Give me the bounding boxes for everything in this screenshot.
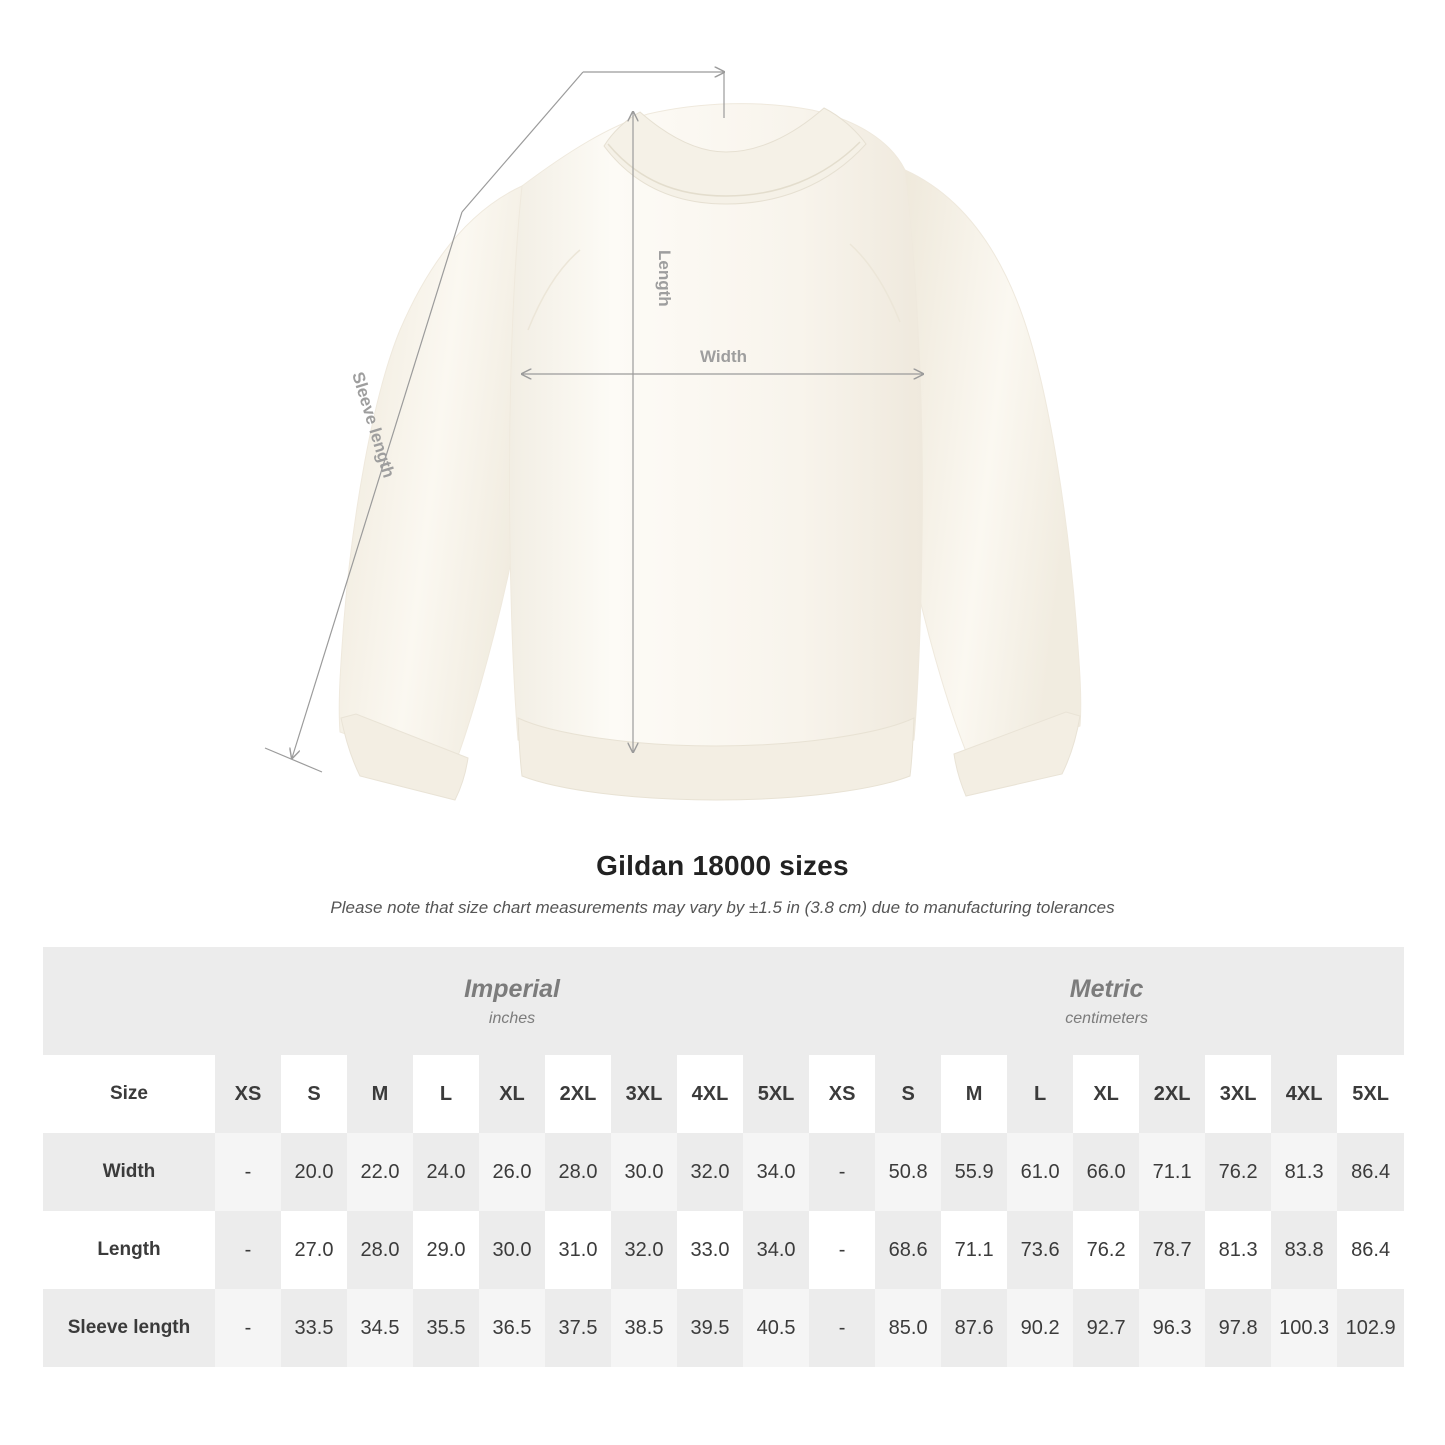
cell-length-metric-s: 68.6 bbox=[875, 1211, 941, 1289]
cell-width-metric-4xl: 81.3 bbox=[1271, 1133, 1337, 1211]
cell-length-metric-xl: 76.2 bbox=[1073, 1211, 1139, 1289]
col-header-imperial-m: M bbox=[347, 1055, 413, 1133]
col-header-imperial-xs: XS bbox=[215, 1055, 281, 1133]
cell-length-imperial-5xl: 34.0 bbox=[743, 1211, 809, 1289]
col-header-imperial-3xl: 3XL bbox=[611, 1055, 677, 1133]
unit-header-row bbox=[43, 947, 1404, 1055]
cell-sleeve-imperial-3xl: 38.5 bbox=[611, 1289, 677, 1367]
table-row-width bbox=[43, 1133, 1404, 1211]
col-header-metric-m: M bbox=[941, 1055, 1007, 1133]
cell-sleeve-metric-5xl: 102.9 bbox=[1337, 1289, 1404, 1367]
cell-length-imperial-3xl: 32.0 bbox=[611, 1211, 677, 1289]
cell-width-metric-5xl: 86.4 bbox=[1337, 1133, 1404, 1211]
cell-width-metric-s: 50.8 bbox=[875, 1133, 941, 1211]
cell-sleeve-imperial-5xl: 40.5 bbox=[743, 1289, 809, 1367]
col-header-imperial-4xl: 4XL bbox=[677, 1055, 743, 1133]
col-header-imperial-s: S bbox=[281, 1055, 347, 1133]
cell-sleeve-metric-m: 87.6 bbox=[941, 1289, 1007, 1367]
unit-header-imperial bbox=[215, 947, 809, 1055]
col-header-metric-s: S bbox=[875, 1055, 941, 1133]
size-table-wrapper bbox=[43, 947, 1402, 1367]
unit-sub-metric: centimeters bbox=[1065, 1009, 1148, 1027]
cell-length-imperial-2xl: 31.0 bbox=[545, 1211, 611, 1289]
cell-length-imperial-xs: - bbox=[215, 1211, 281, 1289]
cell-width-metric-2xl: 71.1 bbox=[1139, 1133, 1205, 1211]
cell-width-metric-m: 55.9 bbox=[941, 1133, 1007, 1211]
cell-length-imperial-m: 28.0 bbox=[347, 1211, 413, 1289]
col-header-metric-l: L bbox=[1007, 1055, 1073, 1133]
cell-sleeve-imperial-2xl: 37.5 bbox=[545, 1289, 611, 1367]
unit-sub-imperial: inches bbox=[488, 1009, 536, 1027]
unit-name-imperial: Imperial bbox=[464, 974, 560, 1003]
cell-width-imperial-xl: 26.0 bbox=[479, 1133, 545, 1211]
cell-width-metric-l: 61.0 bbox=[1007, 1133, 1073, 1211]
header-size: Size bbox=[43, 1055, 215, 1133]
cell-width-imperial-xs: - bbox=[215, 1133, 281, 1211]
cell-length-imperial-4xl: 33.0 bbox=[677, 1211, 743, 1289]
cell-length-imperial-xl: 30.0 bbox=[479, 1211, 545, 1289]
cell-sleeve-imperial-xs: - bbox=[215, 1289, 281, 1367]
cell-width-metric-3xl: 76.2 bbox=[1205, 1133, 1271, 1211]
col-header-imperial-xl: XL bbox=[479, 1055, 545, 1133]
cell-width-imperial-m: 22.0 bbox=[347, 1133, 413, 1211]
table-row-length bbox=[43, 1211, 1404, 1289]
cell-width-metric-xs: - bbox=[809, 1133, 875, 1211]
title-block bbox=[0, 840, 1445, 918]
cell-length-metric-5xl: 86.4 bbox=[1337, 1211, 1404, 1289]
cell-length-metric-4xl: 83.8 bbox=[1271, 1211, 1337, 1289]
col-header-metric-3xl: 3XL bbox=[1205, 1055, 1271, 1133]
cell-sleeve-imperial-xl: 36.5 bbox=[479, 1289, 545, 1367]
cell-sleeve-imperial-l: 35.5 bbox=[413, 1289, 479, 1367]
col-header-metric-xs: XS bbox=[809, 1055, 875, 1133]
cell-width-imperial-4xl: 32.0 bbox=[677, 1133, 743, 1211]
cell-width-metric-xl: 66.0 bbox=[1073, 1133, 1139, 1211]
label-sleeve: Sleeve length bbox=[348, 369, 399, 480]
label-length: Length bbox=[655, 250, 674, 307]
cell-length-metric-m: 71.1 bbox=[941, 1211, 1007, 1289]
size-header-row bbox=[43, 1055, 1404, 1133]
size-table bbox=[43, 947, 1404, 1367]
tolerance-note: Please note that size chart measurements may vary by ±1.5 in (3.8 cm) due to manufacturing tolerances bbox=[330, 898, 1115, 917]
label-width: Width bbox=[700, 347, 748, 366]
cell-width-imperial-l: 24.0 bbox=[413, 1133, 479, 1211]
cell-sleeve-metric-s: 85.0 bbox=[875, 1289, 941, 1367]
cell-width-imperial-s: 20.0 bbox=[281, 1133, 347, 1211]
table-row-sleeve-length bbox=[43, 1289, 1404, 1367]
corner-cell bbox=[43, 947, 215, 1055]
cell-length-metric-2xl: 78.7 bbox=[1139, 1211, 1205, 1289]
col-header-metric-xl: XL bbox=[1073, 1055, 1139, 1133]
unit-header-metric bbox=[809, 947, 1404, 1055]
col-header-metric-5xl: 5XL bbox=[1337, 1055, 1404, 1133]
cell-sleeve-imperial-s: 33.5 bbox=[281, 1289, 347, 1367]
col-header-imperial-l: L bbox=[413, 1055, 479, 1133]
cell-sleeve-metric-2xl: 96.3 bbox=[1139, 1289, 1205, 1367]
row-label-sleeve-length: Sleeve length bbox=[43, 1289, 215, 1367]
cell-length-metric-xs: - bbox=[809, 1211, 875, 1289]
cell-length-metric-l: 73.6 bbox=[1007, 1211, 1073, 1289]
cell-width-imperial-3xl: 30.0 bbox=[611, 1133, 677, 1211]
cell-sleeve-metric-l: 90.2 bbox=[1007, 1289, 1073, 1367]
cell-sleeve-metric-4xl: 100.3 bbox=[1271, 1289, 1337, 1367]
col-header-metric-4xl: 4XL bbox=[1271, 1055, 1337, 1133]
sweatshirt-illustration bbox=[339, 104, 1081, 800]
row-label-length: Length bbox=[43, 1211, 215, 1289]
cell-length-imperial-s: 27.0 bbox=[281, 1211, 347, 1289]
cell-width-imperial-2xl: 28.0 bbox=[545, 1133, 611, 1211]
cell-sleeve-metric-xs: - bbox=[809, 1289, 875, 1367]
unit-name-metric: Metric bbox=[1069, 974, 1144, 1003]
cell-sleeve-metric-xl: 92.7 bbox=[1073, 1289, 1139, 1367]
cell-sleeve-imperial-4xl: 39.5 bbox=[677, 1289, 743, 1367]
cell-width-imperial-5xl: 34.0 bbox=[743, 1133, 809, 1211]
page-title: Gildan 18000 sizes bbox=[596, 850, 849, 881]
col-header-metric-2xl: 2XL bbox=[1139, 1055, 1205, 1133]
cell-length-imperial-l: 29.0 bbox=[413, 1211, 479, 1289]
col-header-imperial-5xl: 5XL bbox=[743, 1055, 809, 1133]
cell-sleeve-imperial-m: 34.5 bbox=[347, 1289, 413, 1367]
col-header-imperial-2xl: 2XL bbox=[545, 1055, 611, 1133]
cell-length-metric-3xl: 81.3 bbox=[1205, 1211, 1271, 1289]
cell-sleeve-metric-3xl: 97.8 bbox=[1205, 1289, 1271, 1367]
row-label-width: Width bbox=[43, 1133, 215, 1211]
